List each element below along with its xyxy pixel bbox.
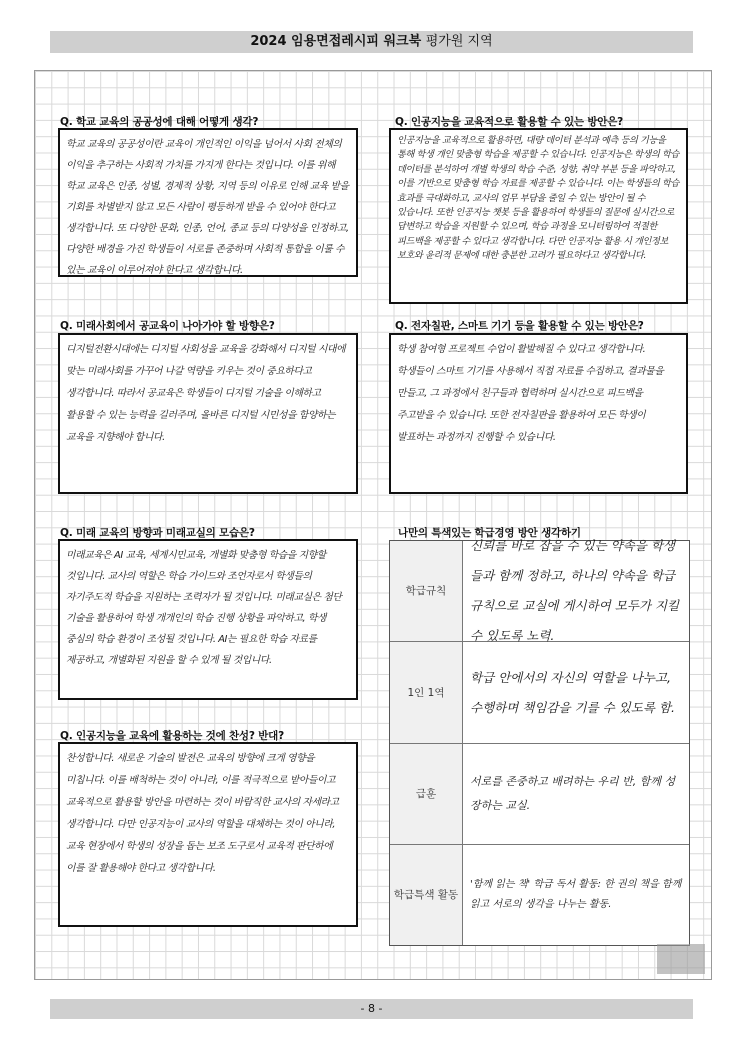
management-title: 나만의 특색있는 학급경영 방안 생각하기 bbox=[398, 527, 581, 539]
answer-box bbox=[389, 333, 688, 494]
page-header bbox=[50, 31, 693, 53]
management-row bbox=[390, 538, 689, 643]
answer-text: 인공지능을 교육적으로 활용하면, 대량 데이터 분석과 예측 등의 기능을 통해 학생 개인 맞춤형 학습을 제공할 수 있습니다. 인공지능은 학생의 학습 데이터를 분석하여 개별 학생의 학습 수준, 성향, 취약 부분 등을 파악하고, 이를 기반으로 맞춤형 학습 자료를 제공할 수 있습니다. 이는 학생들의 학습 효과를 극대화하고, 교사의 업무 부담을 줄일 수 있는 방안이 될 수 있습니다. 또한 인공지능 챗봇 등을 활용하여 학생들의 질문에 실시간으로 답변하고 학습을 지원할 수 있으며, 학습 과정을 모니터링하여 적절한 피드백을 제공할 수 있다고 생각합니다. 다만 인공지능 활용 시 개인정보 보호와 윤리적 문제에 대한 충분한 고려가 필요하다고 생각합니다. bbox=[397, 135, 679, 262]
question-title: Q. 인공지능을 교육에 활용하는 것에 찬성? 반대? bbox=[60, 730, 285, 742]
row-label: 급훈 bbox=[390, 744, 463, 844]
page-number: - 8 - bbox=[360, 1002, 383, 1015]
watermark-stamp bbox=[657, 944, 705, 974]
row-label: 1인 1역 bbox=[390, 642, 463, 743]
management-row bbox=[390, 744, 689, 845]
answer-box bbox=[58, 539, 358, 700]
answer-box bbox=[389, 128, 688, 304]
management-row bbox=[390, 845, 689, 945]
row-value: 서로를 존중하고 배려하는 우리 반, 함께 성장하는 교실. bbox=[470, 775, 676, 812]
answer-text: 디지털전환시대에는 디지털 사회성을 교육을 강화해서 디지털 시대에 맞는 미래사회를 가꾸어 나갈 역량을 키우는 것이 중요하다고 생각합니다. 따라서 공교육은 학생들이 디지털 기술을 이해하고 활용할 수 있는 능력을 길러주며, 올바른 디지털 시민성을 함양하는 교육을 지향해야 합니다. bbox=[66, 344, 346, 443]
row-value: 학급 안에서의 자신의 역할을 나누고, 수행하며 책임감을 기를 수 있도록 함. bbox=[470, 669, 675, 715]
answer-text: 찬성합니다. 새로운 기술의 발전은 교육의 방향에 크게 영향을 미칩니다. 이를 배척하는 것이 아니라, 이를 적극적으로 받아들이고 교육적으로 활용할 방안을 마련하는 것이 바람직한 교사의 자세라고 생각합니다. 다만 인공지능이 교사의 역할을 대체하는 것이 아니라, 교육 현장에서 학생의 성장을 돕는 보조 도구로서 교육적 판단하에 이를 잘 활용해야 한다고 생각합니다. bbox=[66, 753, 339, 874]
page-footer bbox=[50, 999, 693, 1019]
question-title: Q. 미래사회에서 공교육이 나아가야 할 방향은? bbox=[60, 320, 275, 332]
answer-text: 학생 참여형 프로젝트 수업이 활발해질 수 있다고 생각합니다. 학생들이 스마트 기기를 사용해서 직접 자료를 수집하고, 결과물을 만들고, 그 과정에서 친구들과 협력하며 실시간으로 피드백을 주고받을 수 있습니다. 또한 전자칠판을 활용하여 모든 학생이 발표하는 과정까지 진행할 수 있습니다. bbox=[397, 344, 664, 443]
header-title: 2024 임용면접레시피 워크북 bbox=[250, 34, 422, 49]
row-value: 신뢰를 바로 잡을 수 있는 약속을 학생들과 함께 정하고, 하나의 약속을 학급 규칙으로 교실에 게시하여 모두가 지킬 수 있도록 노력. bbox=[470, 538, 680, 643]
question-title: Q. 인공지능을 교육적으로 활용할 수 있는 방안은? bbox=[395, 116, 624, 128]
row-value: '함께 읽는 책' 학급 독서 활동: 한 권의 책을 함께 읽고 서로의 생각을 나누는 활동. bbox=[470, 879, 682, 910]
management-row bbox=[390, 642, 689, 744]
question-title: Q. 학교 교육의 공공성에 대해 어떻게 생각? bbox=[60, 116, 259, 128]
answer-box bbox=[58, 333, 358, 494]
question-title: Q. 미래 교육의 방향과 미래교실의 모습은? bbox=[60, 527, 255, 539]
row-label: 학급규칙 bbox=[390, 541, 463, 641]
answer-text: 학교 교육의 공공성이란 교육이 개인적인 이익을 넘어서 사회 전체의 이익을 추구하는 사회적 가치를 가지게 한다는 것입니다. 이를 위해 학교 교육은 인종, 성별, 경제적 상황, 지역 등의 이유로 인해 교육 받을 기회를 차별받지 않고 모든 사람이 평등하게 받을 수 있어야 한다고 생각합니다. 또 다양한 문화, 인종, 언어, 종교 등의 다양성을 인정하고, 다양한 배경을 가진 학생들이 서로를 존중하며 사회적 통합을 이룰 수 있는 교육이 이루어져야 한다고 생각합니다. bbox=[66, 139, 349, 276]
class-management-table bbox=[389, 540, 690, 946]
row-label: 학급특색 활동 bbox=[390, 845, 463, 945]
answer-box bbox=[58, 742, 358, 927]
answer-box bbox=[58, 128, 358, 277]
header-subtitle: 평가원 지역 bbox=[425, 34, 493, 49]
answer-text: 미래교육은 AI 교육, 세계시민교육, 개별화 맞춤형 학습을 지향할 것입니다. 교사의 역할은 학습 가이드와 조언자로서 학생들의 자기주도적 학습을 지원하는 조력자가 될 것입니다. 미래교실은 첨단 기술을 활용하여 학생 개개인의 학습 진행 상황을 파악하고, 학생 중심의 학습 환경이 조성될 것입니다. AI는 필요한 학습 자료를 제공하고, 개별화된 지원을 할 수 있게 될 것입니다. bbox=[66, 550, 342, 666]
question-title: Q. 전자칠판, 스마트 기기 등을 활용할 수 있는 방안은? bbox=[395, 320, 644, 332]
